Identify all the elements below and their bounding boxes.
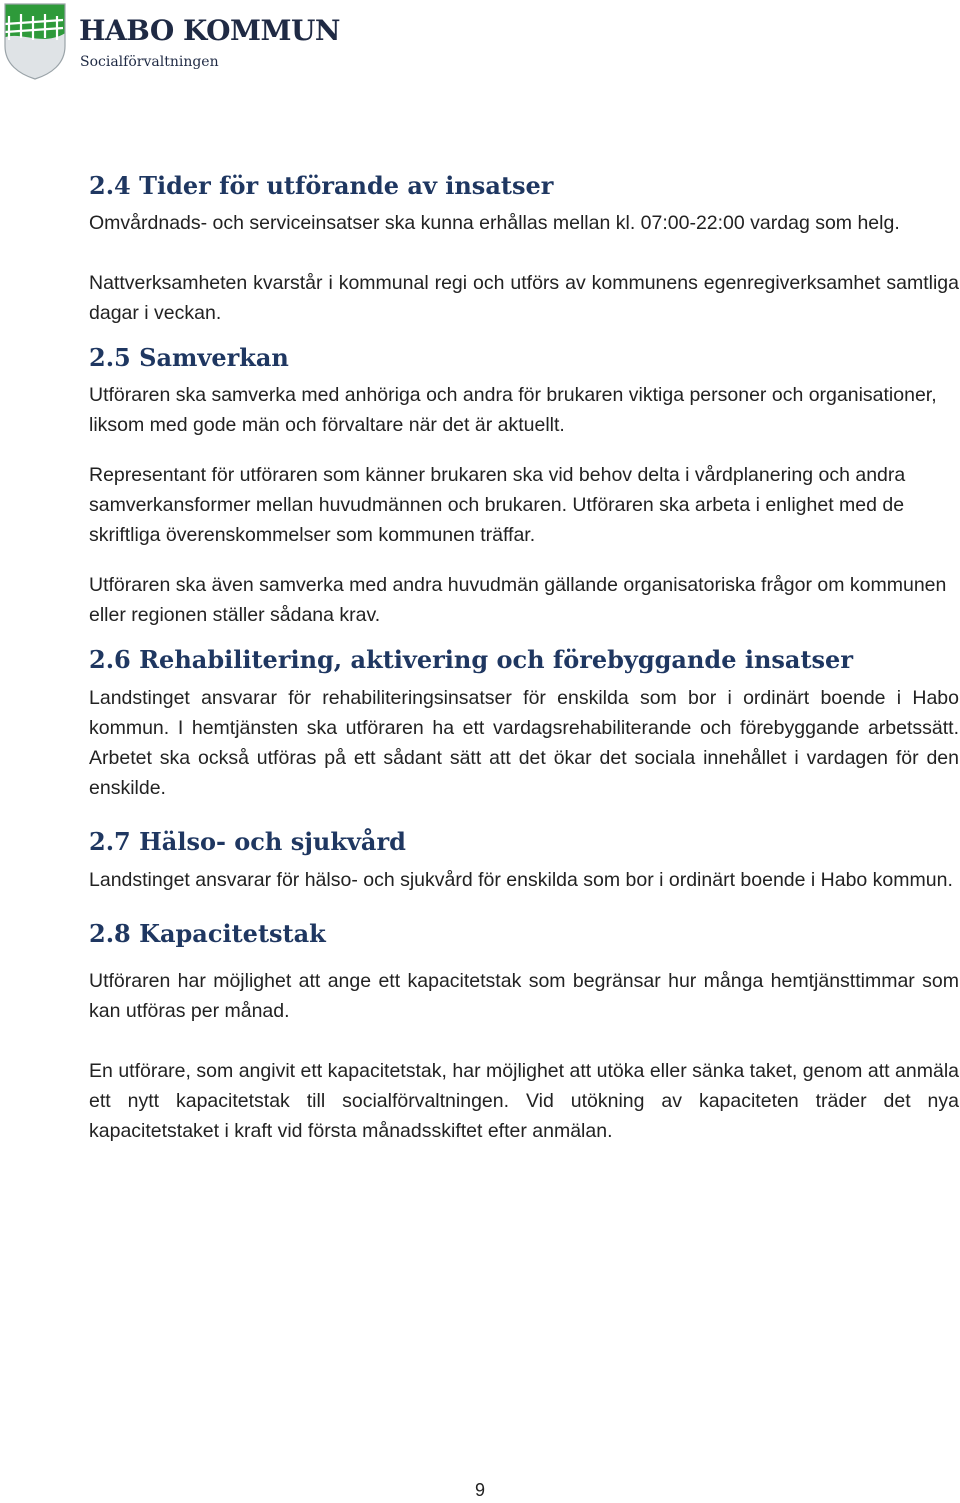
- department-name: Socialförvaltningen: [80, 54, 219, 70]
- section-2-4: [89, 170, 959, 328]
- section-heading: 2.6 Rehabilitering, aktivering och förebyggande insatser: [89, 645, 853, 674]
- paragraph: Utföraren har möjlighet att ange ett kapacitetstak som begränsar hur många hemtjänsttimmar som kan utföras per månad.: [89, 970, 959, 1022]
- paragraph: Landstinget ansvarar för hälso- och sjukvård för enskilda som bor i ordinärt boende i Habo kommun.: [89, 869, 953, 891]
- section-2-5: [89, 342, 959, 630]
- page-number: 9: [474, 1480, 485, 1500]
- habo-coat-of-arms-logo: [3, 2, 67, 80]
- section-2-7: [89, 826, 959, 895]
- section-heading: 2.5 Samverkan: [89, 343, 289, 372]
- paragraph: Utföraren ska även samverka med andra huvudmän gällande organisatoriska frågor om kommunen eller regionen ställer sådana krav.: [89, 574, 947, 626]
- organization-name: HABO KOMMUN: [79, 14, 340, 47]
- section-2-8: [89, 918, 959, 1146]
- section-heading: 2.7 Hälso- och sjukvård: [89, 827, 406, 856]
- section-heading: 2.4 Tider för utförande av insatser: [89, 171, 554, 200]
- document-body: [89, 160, 959, 1146]
- paragraph: Representant för utföraren som känner brukaren ska vid behov delta i vårdplanering och andra samverkansformer mellan huvudmännen och brukaren. Utföraren ska arbeta i enlighet med de skriftliga överenskommelser som kommunen träffar.: [89, 464, 906, 546]
- paragraph: Nattverksamheten kvarstår i kommunal regi och utförs av kommunens egenregiverksamhet samtliga dagar i veckan.: [89, 272, 959, 324]
- paragraph: Omvårdnads- och serviceinsatser ska kunna erhållas mellan kl. 07:00-22:00 vardag som helg.: [89, 212, 900, 234]
- section-2-6: [89, 644, 959, 803]
- paragraph: Landstinget ansvarar för rehabiliteringsinsatser för enskilda som bor i ordinärt boende i Habo kommun. I hemtjänsten ska utföraren ha ett vardagsrehabiliterande och förebyggande arbetssätt. Arbetet ska också utföras på ett sådant sätt att det ökar det sociala innehållet i vardagen för den enskilde.: [89, 687, 959, 799]
- paragraph: Utföraren ska samverka med anhöriga och andra för brukaren viktiga personer och organisationer, liksom med gode män och förvaltare när det är aktuellt.: [89, 384, 937, 436]
- document-header: [0, 0, 400, 85]
- paragraph: En utförare, som angivit ett kapacitetstak, har möjlighet att utöka eller sänka taket, genom att anmäla ett nytt kapacitetstak till socialförvaltningen. Vid utökning av kapaciteten träder det nya kapacitetstaket i kraft vid första månadsskiftet efter anmälan.: [89, 1060, 959, 1142]
- section-heading: 2.8 Kapacitetstak: [89, 919, 326, 948]
